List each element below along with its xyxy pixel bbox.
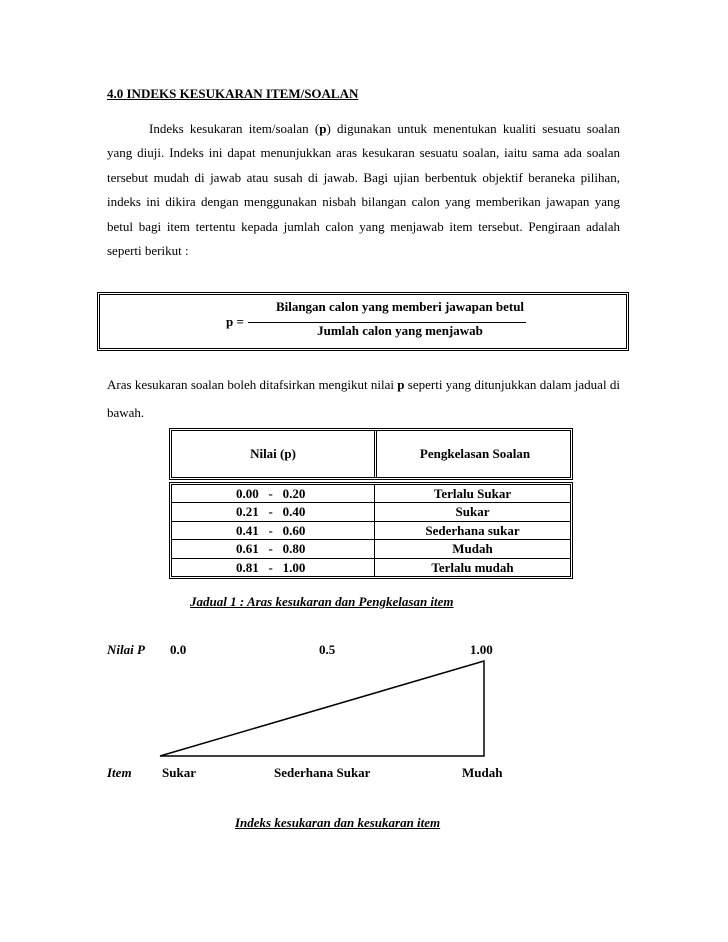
row-range: 0.21 - 0.40: [236, 504, 306, 520]
section-heading: 4.0 INDEKS KESUKARAN ITEM/SOALAN: [107, 86, 359, 101]
figure-caption: Indeks kesukaran dan kesukaran item: [235, 815, 441, 830]
paragraph-p-symbol: p: [319, 121, 327, 136]
item-value-mudah: Mudah: [462, 765, 503, 780]
item-value-sederhana: Sederhana Sukar: [274, 765, 371, 780]
scale-label: Nilai P: [107, 642, 145, 657]
scale-value-mid: 0.5: [319, 642, 336, 657]
row-class: Sukar: [374, 503, 570, 520]
item-value-sukar: Sukar: [162, 765, 196, 780]
row-class: Sederhana sukar: [374, 522, 570, 539]
formula-denominator: Jumlah calon yang menjawab: [317, 323, 483, 338]
paragraph-pre: Indeks kesukaran item/soalan (: [149, 121, 320, 136]
row-class: Mudah: [374, 540, 570, 557]
table-caption: Jadual 1 : Aras kesukaran dan Pengkelasan item: [190, 594, 454, 609]
row-class: Terlalu Sukar: [374, 485, 570, 502]
scale-value-low: 0.0: [170, 642, 187, 657]
paragraph2-pre: Aras kesukaran soalan boleh ditafsirkan mengikut nilai: [107, 377, 398, 392]
header-pengkelasan: Pengkelasan Soalan: [374, 431, 573, 477]
row-range: 0.81 - 1.00: [236, 559, 306, 575]
paragraph2-post: seperti yang ditunjukkan dalam jadual di bawah.: [107, 377, 620, 420]
formula-p-label: p =: [226, 314, 244, 329]
scale-value-high: 1.00: [470, 642, 493, 657]
row-range: 0.61 - 0.80: [236, 541, 306, 557]
paragraph-post: ) digunakan untuk menentukan kualiti sesuatu soalan yang diuji. Indeks ini dapat menunjukkan aras kesukaran sesuatu soalan, iaitu sama ada soalan tersebut mudah di jawab atau susah di jawab. Bagi ujian berbentuk objektif beraneka pilihan, indeks ini dikira dengan menggunakan nisbah bilangan calon yang memberikan jawapan yang betul bagi item tertentu kepada jumlah calon yang menjawab item tersebut. Pengiraan adalah seperti berikut :: [107, 121, 620, 259]
triangle-shape: [160, 661, 484, 756]
row-range: 0.00 - 0.20: [236, 486, 306, 501]
paragraph2-p-symbol: p: [397, 377, 405, 392]
item-label: Item: [107, 765, 132, 780]
formula-numerator: Bilangan calon yang memberi jawapan betul: [275, 299, 525, 314]
row-class: Terlalu mudah: [374, 559, 570, 576]
row-range: 0.41 - 0.60: [236, 522, 306, 538]
header-nilai: Nilai (p): [250, 446, 296, 461]
